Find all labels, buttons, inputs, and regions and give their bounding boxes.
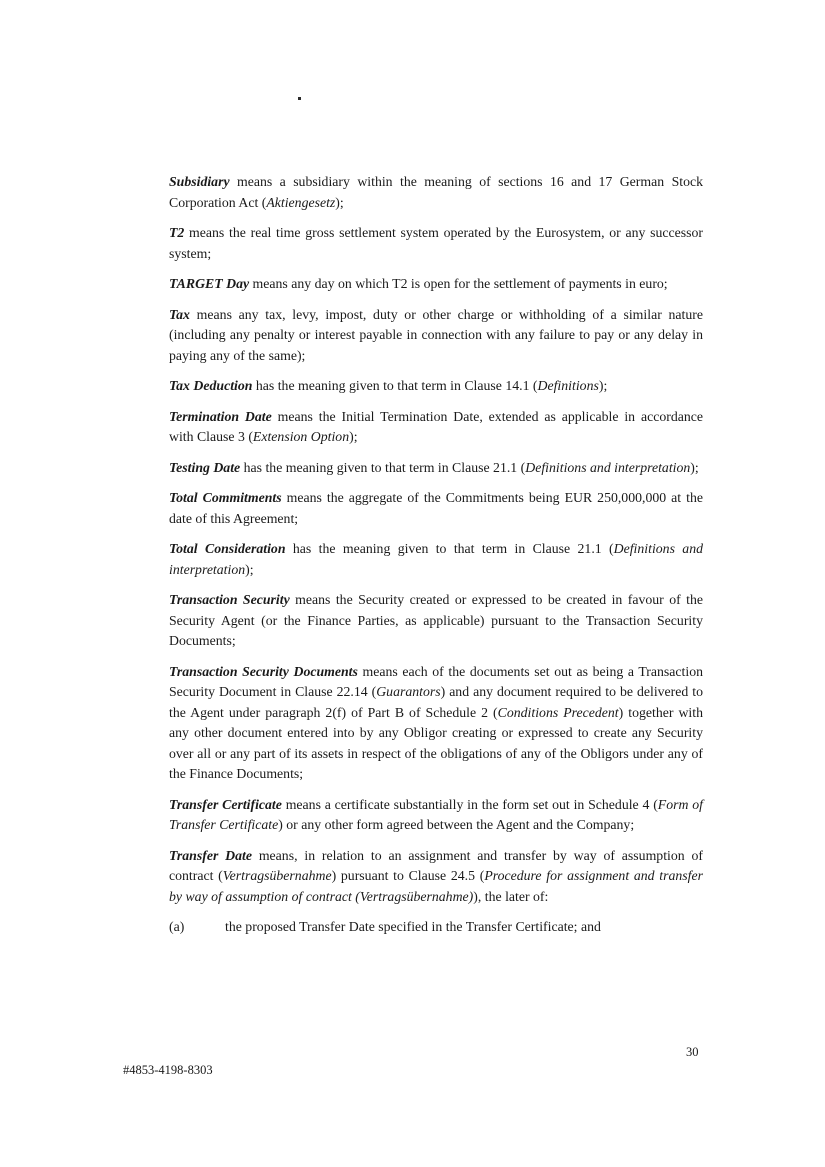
defined-term: Tax Deduction bbox=[169, 378, 253, 393]
defined-term: T2 bbox=[169, 225, 185, 240]
definition-paragraph bbox=[169, 305, 703, 367]
defined-term: Termination Date bbox=[169, 408, 272, 424]
definition-text: ); bbox=[598, 378, 608, 393]
definition-paragraph bbox=[169, 662, 703, 785]
definition-text: Definitions and interpretation bbox=[169, 541, 704, 577]
definition-text: ) pursuant to Clause 24.5 ( bbox=[331, 868, 485, 883]
definition-text: Aktiengesetz bbox=[266, 194, 336, 210]
defined-term: Total Consideration bbox=[169, 541, 286, 556]
definition-text: Definitions bbox=[537, 378, 599, 393]
defined-term: Tax bbox=[169, 306, 190, 322]
defined-term: Total Commitments bbox=[169, 490, 282, 505]
clause-marker: (a) bbox=[169, 919, 185, 934]
definition-paragraph bbox=[169, 539, 703, 580]
definition-paragraph bbox=[169, 376, 703, 397]
definition-paragraph bbox=[169, 488, 703, 529]
definition-text: Extension Option bbox=[252, 429, 350, 444]
definition-text: ) together with any other document entered into by any Obligor creating or expressed to create any Security over all or any part of its assets in respect of the obligations of any of the Obligors under any of the Finance Documents; bbox=[169, 704, 703, 781]
definition-text: ), the later of: bbox=[473, 888, 549, 904]
definition-paragraph bbox=[169, 846, 703, 908]
definition-text: means a certificate substantially in the form set out in Schedule 4 ( bbox=[281, 796, 658, 812]
document-id-footer: #4853-4198-8303 bbox=[123, 1063, 213, 1077]
definition-text: means the Security created or expressed to be created in favour of the Security Agent (or the Finance Parties, as applicable) pursuant to the Transaction Security Documents; bbox=[169, 592, 703, 648]
defined-term: Transaction Security Documents bbox=[169, 663, 358, 679]
definition-text: ); bbox=[335, 194, 344, 210]
definition-text: Vertragsübernahme bbox=[222, 868, 332, 883]
clause-list bbox=[169, 917, 703, 938]
page-number: 30 bbox=[686, 1045, 699, 1059]
definition-paragraph bbox=[169, 458, 703, 479]
ink-speck bbox=[298, 97, 301, 100]
definition-text: Form of Transfer Certificate bbox=[169, 796, 703, 832]
defined-term: Transaction Security bbox=[169, 592, 290, 607]
definition-text: Definitions and interpretation bbox=[525, 459, 691, 475]
clause-text: the proposed Transfer Date specified in the Transfer Certificate; and bbox=[225, 919, 601, 934]
definition-text: means a subsidiary within the meaning of sections 16 and 17 German Stock Corporation Act ( bbox=[169, 174, 703, 210]
definitions-list bbox=[169, 172, 703, 907]
definition-text: ); bbox=[690, 459, 699, 475]
definition-text: Guarantors bbox=[376, 684, 441, 699]
definition-text: means the aggregate of the Commitments being EUR 250,000,000 at the date of this Agreement; bbox=[169, 490, 703, 526]
definition-text: means any day on which T2 is open for the settlement of payments in euro; bbox=[249, 276, 668, 291]
definition-paragraph bbox=[169, 223, 703, 264]
definitions-section bbox=[169, 172, 703, 938]
definition-paragraph bbox=[169, 172, 703, 213]
defined-term: Transfer Certificate bbox=[169, 796, 282, 812]
definition-text: means the real time gross settlement system operated by the Eurosystem, or any successor system; bbox=[169, 225, 703, 261]
defined-term: Testing Date bbox=[169, 459, 241, 475]
definition-text: means, in relation to an assignment and transfer by way of assumption of contract ( bbox=[169, 847, 703, 883]
definition-text: means any tax, levy, impost, duty or other charge or withholding of a similar nature (including any penalty or interest payable in connection with any failure to pay or any delay in paying any of the same); bbox=[169, 306, 703, 363]
definition-text: has the meaning given to that term in Clause 21.1 ( bbox=[240, 459, 526, 475]
definition-text: Procedure for assignment and transfer by way of assumption of contract (Vertragsübernahme) bbox=[169, 868, 703, 904]
definition-paragraph bbox=[169, 274, 703, 295]
defined-term: TARGET Day bbox=[169, 276, 250, 291]
definition-text: has the meaning given to that term in Clause 21.1 ( bbox=[285, 541, 614, 556]
definition-text: ) and any document required to be delivered to the Agent under paragraph 2(f) of Part B of Schedule 2 ( bbox=[169, 684, 703, 720]
definition-text: ) or any other form agreed between the Agent and the Company; bbox=[278, 817, 635, 832]
definition-paragraph bbox=[169, 407, 703, 448]
definition-text: means the Initial Termination Date, extended as applicable in accordance with Clause 3 ( bbox=[169, 408, 704, 444]
definition-text: has the meaning given to that term in Clause 14.1 ( bbox=[252, 378, 538, 393]
defined-term: Transfer Date bbox=[169, 847, 252, 863]
definition-text: ); bbox=[245, 561, 254, 577]
clause-item bbox=[169, 917, 703, 938]
definition-text: ); bbox=[349, 429, 358, 444]
defined-term: Subsidiary bbox=[169, 174, 230, 189]
definition-text: Conditions Precedent bbox=[497, 704, 619, 720]
definition-paragraph bbox=[169, 795, 703, 836]
definition-paragraph bbox=[169, 590, 703, 652]
definition-text: means each of the documents set out as being a Transaction Security Document in Clause 22.14 ( bbox=[169, 663, 704, 699]
